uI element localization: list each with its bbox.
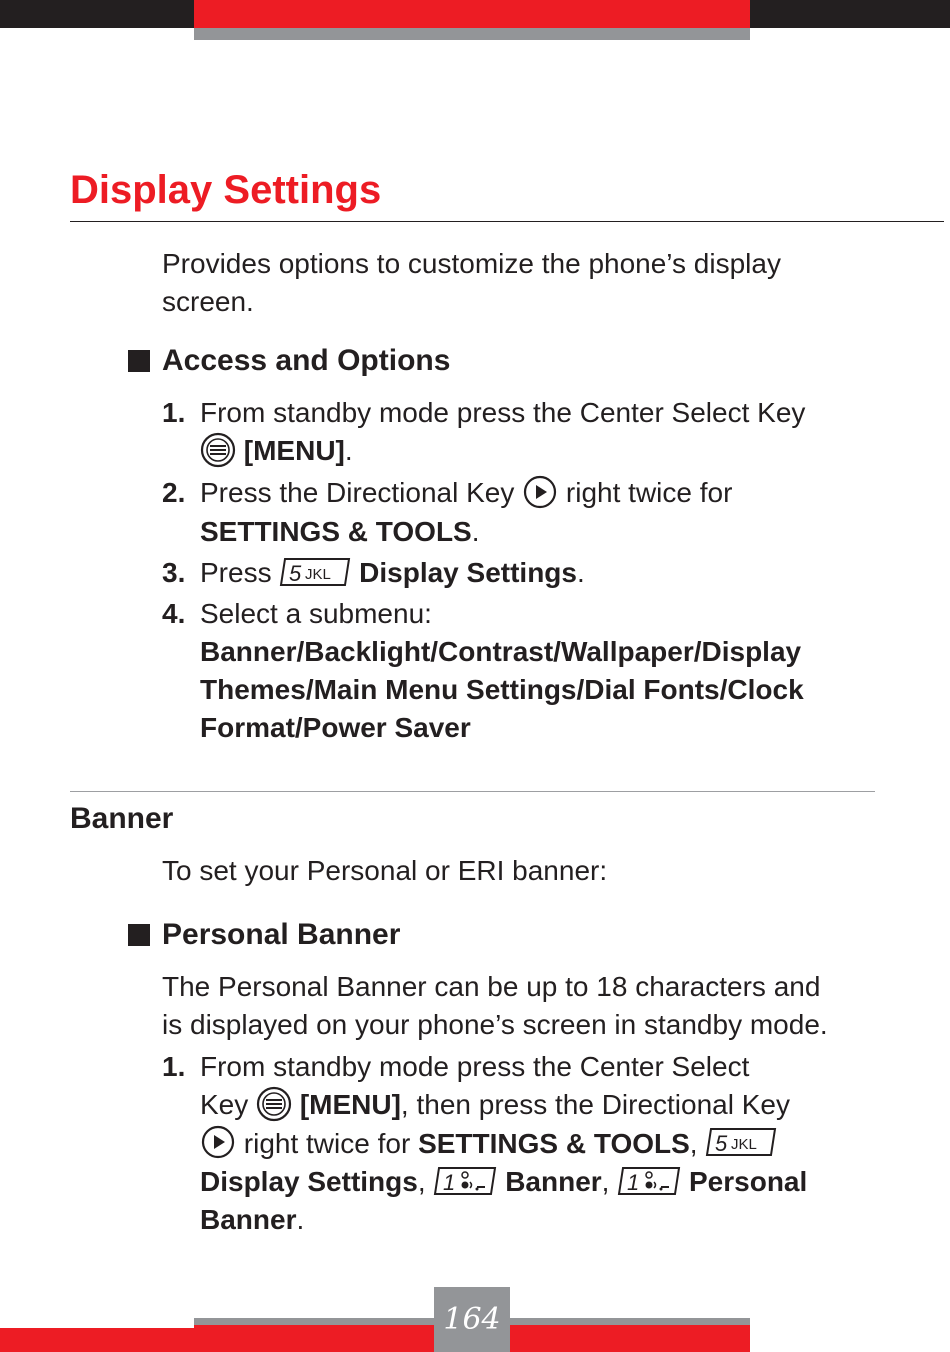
page-title: Display Settings	[70, 168, 382, 212]
svg-text:5: 5	[715, 1131, 728, 1157]
banner-intro: To set your Personal or ERI banner:	[162, 855, 608, 886]
bottom-bar-red-right	[510, 1325, 750, 1352]
top-bar-right	[750, 0, 950, 28]
banner-rule	[70, 791, 875, 792]
personal-banner-desc: The Personal Banner can be up to 18 characters and is displayed on your phone’s screen in standby mode.	[162, 971, 828, 1040]
center-select-key-icon	[200, 432, 236, 468]
intro-paragraph	[162, 245, 882, 321]
banner-heading: Banner	[70, 802, 174, 835]
page-number: 164	[443, 1302, 501, 1337]
intro-line-1: Provides options to customize the phone’s display	[162, 248, 781, 279]
svg-text:1: 1	[627, 1169, 640, 1195]
top-bar-red	[194, 0, 750, 28]
top-bar-gray	[194, 28, 750, 40]
svg-text:JKL: JKL	[731, 1136, 758, 1154]
key-1-voicemail-icon	[433, 1165, 497, 1197]
directional-key-right-icon	[522, 474, 558, 510]
svg-text:5: 5	[289, 560, 302, 586]
page-number-box	[434, 1287, 510, 1352]
center-select-key-icon	[256, 1086, 292, 1122]
access-heading: Access and Options	[128, 342, 450, 380]
svg-text:1: 1	[443, 1169, 456, 1195]
square-bullet-icon	[128, 924, 150, 946]
access-step-3: 3. Press 5 JKL Display Settings.	[162, 557, 585, 588]
personal-banner-heading: Personal Banner	[128, 916, 400, 954]
access-step-1: 1. From standby mode press the Center Select Key [MENU].	[162, 397, 806, 466]
top-bar-left	[0, 0, 194, 28]
intro-line-2: screen.	[162, 286, 254, 317]
bottom-bar-left	[0, 1328, 194, 1352]
bottom-bar-red-left	[194, 1325, 434, 1352]
directional-key-right-icon	[200, 1124, 236, 1160]
personal-banner-step-1: 1. From standby mode press the Center Select Key [MENU], then press the Directional Key right twice for SETTINGS & TOOLS, 5 JKL Display Settings, 1 Banner, 1 Personal Banner.	[162, 1051, 808, 1236]
key-5-jkl-icon	[279, 556, 351, 588]
key-5-jkl-icon	[705, 1126, 777, 1158]
square-bullet-icon	[128, 350, 150, 372]
title-rule	[70, 221, 944, 222]
key-1-voicemail-icon	[617, 1165, 681, 1197]
svg-text:JKL: JKL	[305, 565, 332, 583]
access-step-2: 2. Press the Directional Key right twice for SETTINGS & TOOLS.	[162, 474, 882, 551]
access-step-4: 4. Select a submenu: Banner/Backlight/Contrast/Wallpaper/Display Themes/Main Menu Settings/Dial Fonts/Clock Format/Power Saver	[162, 598, 804, 743]
